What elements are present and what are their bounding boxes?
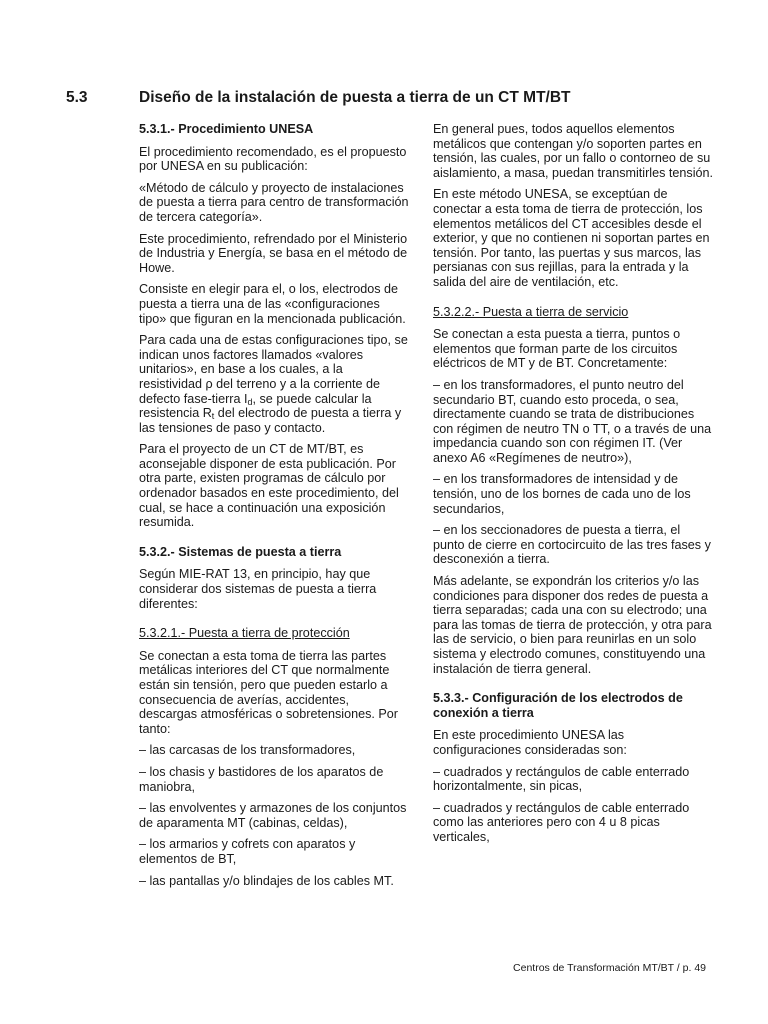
- list-item: – en los transformadores, el punto neutro del secundario BT, cuando esto proceda, o sea, directamente cuando se trata de distribuciones con régimen de neutro TN o TT, o a través de una impedancia cuando son con régimen IT. (Ver anexo A6 «Regímenes de neutro»),: [433, 377, 712, 465]
- paragraph: Se conectan a esta toma de tierra las partes metálicas interiores del CT que normalmente están sin tensión, pero que pueden estarlo a consecuencia de averías, accidentes, descargas atmosféricas o sobretensiones. Por tanto:: [139, 648, 399, 736]
- list-item: – cuadrados y rectángulos de cable enterrado horizontalmente, sin picas,: [433, 764, 690, 794]
- paragraph: Este procedimiento, refrendado por el Ministerio de Industria y Energía, se basa en el método de Howe.: [139, 231, 408, 275]
- heading-5-3-2: 5.3.2.- Sistemas de puesta a tierra: [139, 544, 342, 559]
- paragraph: Según MIE-RAT 13, en principio, hay que considerar dos sistemas de puesta a tierra diferentes:: [139, 567, 377, 611]
- heading-5-3-1: 5.3.1.- Procedimiento UNESA: [139, 122, 314, 136]
- list-item: – en los transformadores de intensidad y de tensión, uno de los bornes de cada uno de los secundarios,: [433, 472, 691, 516]
- paragraph: Se conectan a esta puesta a tierra, puntos o elementos que forman parte de los circuitos eléctricos de MT y de BT. Concretamente:: [433, 327, 681, 371]
- heading-5-3-2-1: 5.3.2.1.- Puesta a tierra de protección: [139, 626, 350, 641]
- section-header: [66, 89, 706, 111]
- section-title: Diseño de la instalación de puesta a tierra de un CT MT/BT: [139, 89, 571, 106]
- list-item: – las carcasas de los transformadores,: [139, 743, 356, 758]
- paragraph: En este método UNESA, se exceptúan de conectar a esta toma de tierra de protección, los elementos metálicos del CT accesibles desde el exterior, y que no contienen ni soportan partes en tensión. Por tanto, las puertas y sus marcos, las persianas con sus rejillas, para la entrada y la salida del aire de ventilación, etc.: [433, 187, 710, 289]
- list-item: – cuadrados y rectángulos de cable enterrado como las anteriores pero con 4 u 8 picas verticales,: [433, 800, 690, 844]
- paragraph: «Método de cálculo y proyecto de instalaciones de puesta a tierra para centro de transformación de tercera categoría».: [139, 180, 409, 224]
- right-column: [433, 122, 715, 852]
- list-item: – las pantallas y/o blindajes de los cables MT.: [139, 873, 394, 888]
- paragraph: Consiste en elegir para el, o los, electrodos de puesta a tierra una de las «configuraciones tipo» que figuran en la mencionada publicación.: [139, 282, 406, 326]
- paragraph: En general pues, todos aquellos elementos metálicos que contengan y/o soporten partes en tensión, las cuales, por un fallo o contorneo de su aislamiento, a masa, puedan transmitirles tensión.: [433, 122, 714, 180]
- paragraph-formula: Para cada una de estas configuraciones tipo, se indican unos factores llamados «valores unitarios», en base a los cuales, a la resistividad ρ del terreno y a la corriente de defecto fase-tierra $I_d$, se puede calcular la resistencia $R_t$ del electrodo de puesta a tierra y las tensiones de paso y contacto.: [139, 333, 408, 435]
- paragraph: Más adelante, se expondrán los criterios y/o las condiciones para disponer dos redes de puesta a tierra separadas; cada una con su electrodo; una para las tomas de tierra de protección, y otra para las de servicio, o bien para reunirlas en un solo sistema y electrodo comunes, constituyendo una instalación de tierra general.: [433, 574, 712, 676]
- heading-5-3-2-2: 5.3.2.2.- Puesta a tierra de servicio: [433, 304, 629, 319]
- list-item: – los chasis y bastidores de los aparatos de maniobra,: [139, 764, 384, 794]
- list-item: – los armarios y cofrets con aparatos y elementos de BT,: [139, 837, 356, 866]
- left-column: [139, 122, 409, 895]
- paragraph: En este procedimiento UNESA las configuraciones consideradas son:: [433, 728, 627, 757]
- list-item: – en los seccionadores de puesta a tierra, el punto de cierre en cortocircuito de las tres fases y desconexión a tierra.: [433, 523, 711, 567]
- page-footer: Centros de Transformación MT/BT / p. 49: [513, 962, 706, 974]
- list-item: – las envolventes y armazones de los conjuntos de aparamenta MT (cabinas, celdas),: [139, 801, 407, 830]
- paragraph: Para el proyecto de un CT de MT/BT, es aconsejable disponer de esta publicación. Por otra parte, existen programas de cálculo por ordenador basados en este procedimiento, del cual, se hace a continuación una exposición resumida.: [139, 442, 399, 530]
- section-number: 5.3: [66, 89, 88, 106]
- heading-5-3-3: 5.3.3.- Configuración de los electrodos de conexión a tierra: [433, 691, 683, 720]
- paragraph: El procedimiento recomendado, es el propuesto por UNESA en su publicación:: [139, 144, 407, 174]
